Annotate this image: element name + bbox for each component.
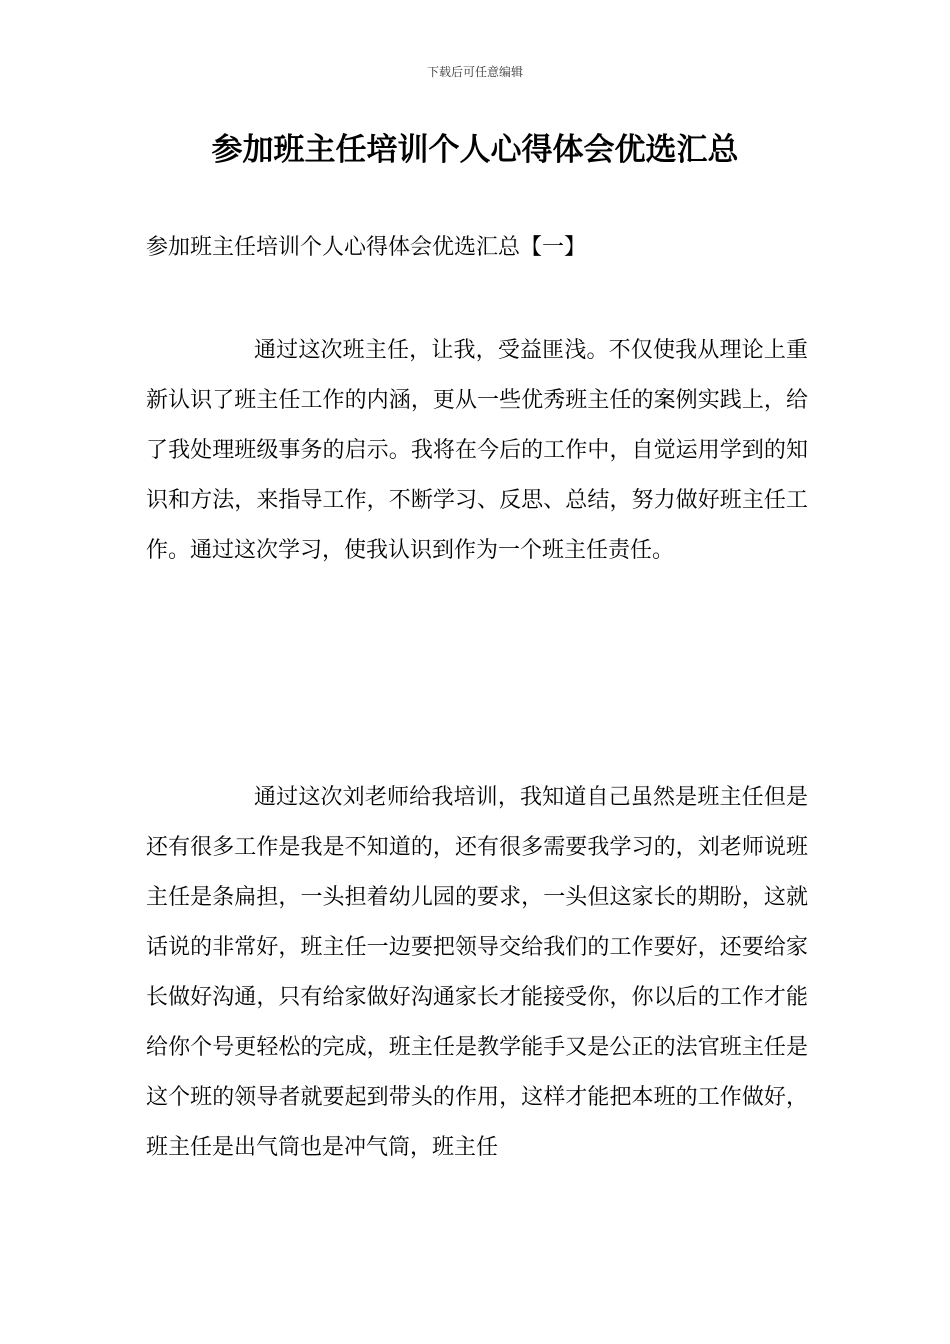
document-title: 参加班主任培训个人心得体会优选汇总 <box>211 132 739 168</box>
paragraph: 通过这次刘老师给我培训，我知道自己虽然是班主任但是还有很多工作是我是不知道的，还有很多需要我学习的，刘老师说班主任是条扁担，一头担着幼儿园的要求，一头但这家长的期盼，这就话说的非常好，班主任一边要把领导交给我们的工作要好，还要给家长做好沟通，只有给家做好沟通家长才能接受你，你以后的工作才能给你个号更轻松的完成，班主任是教学能手又是公正的法官班主任是这个班的领导者就要起到带头的作用，这样才能把本班的工作做好，班主任是出气筒也是冲气筒，班主任 <box>146 785 808 1160</box>
page-header: 下载后可任意编辑 <box>426 65 523 79</box>
paragraph: 通过这次班主任，让我，受益匪浅。不仅使我从理论上重新认识了班主任工作的内涵，更从一些优秀班主任的案例实践上，给了我处理班级事务的启示。我将在今后的工作中，自觉运用学到的知识和方法，来指导工作，不断学习、反思、总结，努力做好班主任工作。通过这次学习，使我认识到作为一个班主任责任。 <box>146 338 808 563</box>
section-heading: 参加班主任培训个人心得体会优选汇总【一】 <box>146 235 587 260</box>
